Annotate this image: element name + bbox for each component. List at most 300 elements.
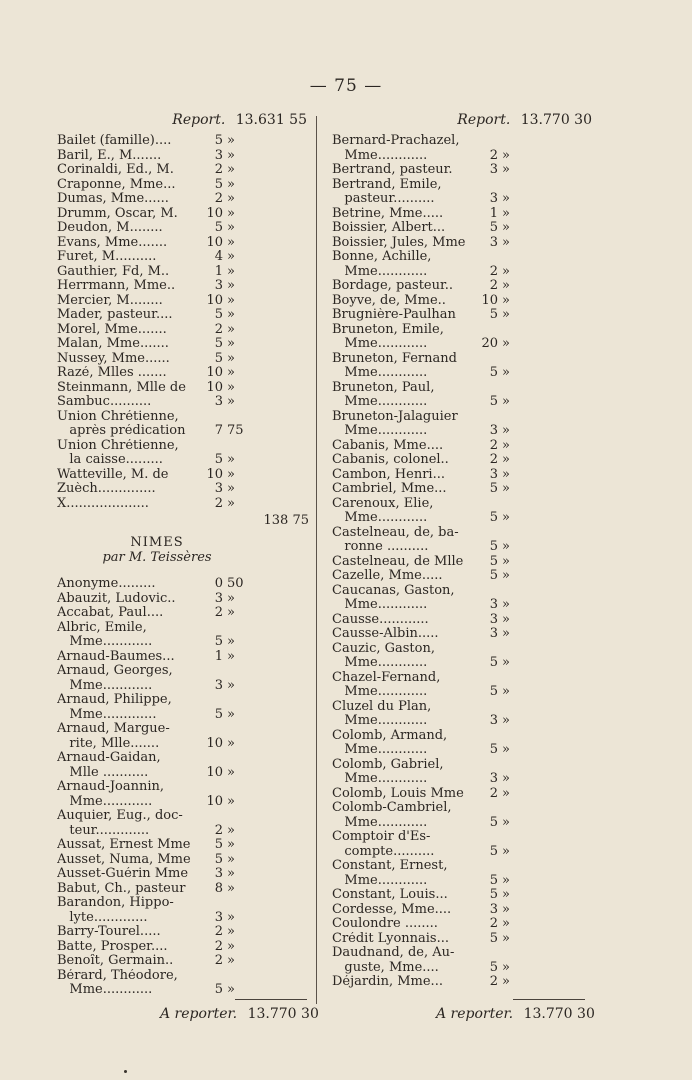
left-donor-list-nimes xyxy=(57,577,309,998)
donor-name: Mme............ xyxy=(332,815,428,830)
donation-amount xyxy=(478,816,524,831)
left-subtotal-line xyxy=(57,511,309,529)
donor-name: ronne .......... xyxy=(332,540,429,554)
amount-francs: 2 xyxy=(214,924,223,939)
amount-francs: 1 xyxy=(214,648,223,664)
amount-francs: 2 xyxy=(214,495,223,511)
left-footer-label: A reporter. xyxy=(160,1006,238,1022)
amount-centimes: » xyxy=(502,655,510,670)
donation-amount xyxy=(478,627,524,642)
amount-centimes: » xyxy=(227,605,235,620)
amount-francs: 8 xyxy=(214,880,223,896)
amount-centimes: » xyxy=(502,147,510,163)
donor-name: Ausset-Guérin Mme xyxy=(57,867,189,881)
list-item xyxy=(57,453,309,468)
donation-amount xyxy=(478,932,524,947)
left-footer xyxy=(160,1006,319,1022)
list-item xyxy=(332,511,592,526)
donation-amount xyxy=(203,163,249,178)
list-item xyxy=(332,787,592,802)
amount-centimes: 75 xyxy=(227,423,244,438)
list-item xyxy=(332,642,592,657)
list-item xyxy=(57,780,309,795)
amount-centimes: » xyxy=(227,307,235,322)
list-item xyxy=(332,874,592,889)
amount-francs: 2 xyxy=(489,974,498,989)
donor-name: Bruneton-Jalaguier xyxy=(332,409,458,424)
amount-centimes: » xyxy=(502,191,510,206)
donation-amount xyxy=(203,838,249,853)
left-footer-rule xyxy=(235,999,307,1000)
amount-francs: 5 xyxy=(489,742,498,757)
list-item xyxy=(332,424,592,439)
donor-name: Arnaud, Margue- xyxy=(57,722,170,736)
amount-francs: 3 xyxy=(489,597,498,612)
right-donor-list xyxy=(332,134,592,990)
amount-centimes: » xyxy=(227,336,235,351)
list-item xyxy=(332,323,592,338)
donor-name: guste, Mme.... xyxy=(332,960,439,975)
amount-centimes: » xyxy=(502,205,510,221)
donation-amount xyxy=(478,163,524,178)
list-item xyxy=(332,134,592,149)
donation-amount xyxy=(478,729,524,744)
donor-name: Mme............ xyxy=(332,656,428,670)
list-item xyxy=(57,664,309,679)
donor-name: Nussey, Mme...... xyxy=(57,351,170,366)
list-item xyxy=(332,627,592,642)
amount-francs: 3 xyxy=(489,611,498,627)
list-item xyxy=(332,410,592,425)
donation-amount xyxy=(203,737,249,752)
donation-amount xyxy=(203,410,249,425)
donor-name: Drumm, Oscar, M. xyxy=(57,206,178,221)
list-item xyxy=(57,766,309,781)
list-item xyxy=(57,911,309,926)
donation-amount xyxy=(203,606,249,621)
donation-amount xyxy=(478,685,524,700)
amount-centimes: » xyxy=(227,851,235,867)
amount-centimes: » xyxy=(227,147,235,163)
amount-francs: 3 xyxy=(489,626,498,641)
amount-francs: 5 xyxy=(214,706,223,722)
donor-name: Déjardin, Mme... xyxy=(332,975,443,989)
donor-name: Mme............ xyxy=(332,148,428,163)
donation-amount xyxy=(203,250,249,265)
column-divider xyxy=(316,116,317,1004)
donor-name: teur............. xyxy=(57,823,150,838)
donation-amount xyxy=(203,969,249,984)
amount-centimes: » xyxy=(227,249,235,264)
amount-francs: 10 xyxy=(206,735,223,751)
donor-name: Cabanis, Mme.... xyxy=(332,438,444,453)
amount-francs: 5 xyxy=(489,481,498,496)
amount-francs: 3 xyxy=(489,234,498,250)
list-item xyxy=(332,714,592,729)
donation-amount xyxy=(203,882,249,897)
donation-amount xyxy=(478,526,524,541)
donor-name: Chazel-Fernand, xyxy=(332,670,441,685)
donation-amount xyxy=(203,824,249,839)
amount-francs: 3 xyxy=(214,590,223,606)
donor-name: Bertrand, Emile, xyxy=(332,177,442,192)
donation-amount xyxy=(478,221,524,236)
donor-name: Bordage, pasteur.. xyxy=(332,279,454,293)
donation-amount xyxy=(478,250,524,265)
list-item xyxy=(57,192,309,207)
amount-centimes: » xyxy=(502,901,510,917)
amount-francs: 10 xyxy=(206,466,223,482)
amount-francs: 2 xyxy=(214,822,223,838)
donation-amount xyxy=(203,679,249,694)
amount-centimes: » xyxy=(227,176,235,192)
list-item xyxy=(57,824,309,839)
amount-centimes: » xyxy=(227,205,235,221)
amount-centimes: » xyxy=(502,974,510,989)
amount-centimes: 50 xyxy=(227,576,244,591)
donor-name: Batte, Prosper.... xyxy=(57,939,168,954)
amount-francs: 5 xyxy=(489,872,498,888)
amount-francs: 3 xyxy=(214,909,223,925)
donor-name: Mme............ xyxy=(332,714,428,728)
donor-name: Bruneton, Paul, xyxy=(332,380,435,395)
donation-amount xyxy=(478,642,524,657)
donor-name: Boissier, Jules, Mme xyxy=(332,235,466,250)
donation-amount xyxy=(203,722,249,737)
amount-centimes: » xyxy=(502,887,510,902)
donor-name: Mme............ xyxy=(332,424,428,438)
list-item xyxy=(57,439,309,454)
list-item xyxy=(332,888,592,903)
donation-amount xyxy=(478,845,524,860)
list-item xyxy=(332,308,592,323)
amount-centimes: » xyxy=(227,394,235,409)
amount-francs: 2 xyxy=(214,953,223,968)
left-report-value: 13.631 55 xyxy=(235,112,307,128)
donor-name: Arnaud, Georges, xyxy=(57,664,173,678)
list-item xyxy=(57,809,309,824)
donation-amount xyxy=(478,178,524,193)
list-item xyxy=(57,323,309,338)
amount-francs: 2 xyxy=(214,191,223,206)
list-item xyxy=(332,366,592,381)
donor-name: Bruneton, Emile, xyxy=(332,322,444,337)
amount-centimes: » xyxy=(227,220,235,235)
amount-francs: 2 xyxy=(489,785,498,801)
donor-name: Mme............ xyxy=(332,395,428,409)
amount-francs: 5 xyxy=(489,568,498,583)
amount-francs: 4 xyxy=(214,249,223,264)
donation-amount xyxy=(203,236,249,251)
donor-name: Malan, Mme....... xyxy=(57,337,169,351)
amount-francs: 5 xyxy=(214,350,223,366)
donor-name: Sambuc.......... xyxy=(57,395,152,409)
list-item xyxy=(57,482,309,497)
list-item xyxy=(332,453,592,468)
amount-centimes: » xyxy=(227,133,235,148)
list-item xyxy=(57,381,309,396)
donor-name: Benoît, Germain.. xyxy=(57,954,174,968)
amount-centimes: » xyxy=(227,764,235,780)
donor-name: Bailet (famille).... xyxy=(57,134,172,148)
right-footer-value: 13.770 30 xyxy=(523,1006,595,1022)
donor-name: Castelneau, de, ba- xyxy=(332,525,459,540)
donor-name: Betrine, Mme..... xyxy=(332,206,444,221)
donor-name: Anonyme......... xyxy=(57,577,156,591)
amount-francs: 2 xyxy=(489,263,498,279)
amount-centimes: » xyxy=(227,263,235,279)
amount-francs: 3 xyxy=(214,278,223,293)
donation-amount xyxy=(203,366,249,381)
donor-name: Mader, pasteur.... xyxy=(57,308,173,322)
donor-name: Carenoux, Elie, xyxy=(332,496,434,511)
amount-francs: 3 xyxy=(489,466,498,482)
amount-francs: 5 xyxy=(489,220,498,235)
donation-amount xyxy=(478,555,524,570)
amount-francs: 5 xyxy=(214,982,223,997)
amount-centimes: » xyxy=(502,872,510,888)
list-item xyxy=(332,439,592,454)
amount-centimes: » xyxy=(502,423,510,438)
amount-francs: 5 xyxy=(214,220,223,235)
list-item xyxy=(57,896,309,911)
amount-francs: 5 xyxy=(214,851,223,867)
list-item xyxy=(57,468,309,483)
donor-name: Daudnand, de, Au- xyxy=(332,946,455,960)
amount-centimes: » xyxy=(227,706,235,722)
donation-amount xyxy=(478,671,524,686)
amount-francs: 3 xyxy=(489,423,498,438)
list-item xyxy=(332,236,592,251)
amount-francs: 5 xyxy=(489,539,498,554)
donor-name: Mme............ xyxy=(57,635,153,649)
amount-centimes: » xyxy=(227,924,235,939)
list-item xyxy=(332,743,592,758)
donation-amount xyxy=(478,903,524,918)
donation-amount xyxy=(203,766,249,781)
donor-name: Corinaldi, Ed., M. xyxy=(57,163,174,177)
amount-centimes: » xyxy=(502,220,510,235)
right-report-value: 13.770 30 xyxy=(520,112,592,128)
donor-name: Ausset, Numa, Mme xyxy=(57,852,191,867)
donation-amount xyxy=(478,874,524,889)
amount-francs: 3 xyxy=(214,481,223,496)
donation-amount xyxy=(478,149,524,164)
donor-name: Barry-Tourel..... xyxy=(57,925,161,939)
amount-centimes: » xyxy=(502,814,510,830)
donor-name: Mme............ xyxy=(57,983,153,997)
donation-amount xyxy=(478,192,524,207)
list-item xyxy=(332,903,592,918)
donation-amount xyxy=(203,853,249,868)
amount-francs: 7 xyxy=(214,423,223,438)
donation-amount xyxy=(203,780,249,795)
list-item xyxy=(57,577,309,592)
donation-amount xyxy=(478,265,524,280)
list-item xyxy=(332,685,592,700)
list-item xyxy=(332,279,592,294)
donation-amount xyxy=(203,925,249,940)
list-item xyxy=(332,482,592,497)
amount-francs: 2 xyxy=(214,938,223,954)
donor-name: Comptoir d'Es- xyxy=(332,830,431,844)
donation-amount xyxy=(203,577,249,592)
amount-centimes: » xyxy=(502,234,510,250)
list-item xyxy=(57,679,309,694)
donor-name: Mlle ........... xyxy=(57,765,149,780)
list-item xyxy=(332,163,592,178)
list-item xyxy=(332,671,592,686)
list-item xyxy=(57,722,309,737)
amount-centimes: » xyxy=(502,292,510,308)
list-item xyxy=(332,830,592,845)
list-item xyxy=(332,468,592,483)
right-column xyxy=(332,112,592,990)
amount-centimes: » xyxy=(502,481,510,496)
donation-amount xyxy=(478,758,524,773)
donation-amount xyxy=(478,700,524,715)
amount-francs: 5 xyxy=(489,394,498,409)
paper-speck xyxy=(124,1070,127,1073)
donation-amount xyxy=(478,613,524,628)
donor-name: Union Chrétienne, xyxy=(57,438,179,453)
donation-amount xyxy=(203,294,249,309)
donation-amount xyxy=(203,693,249,708)
donor-name: la caisse......... xyxy=(57,453,163,467)
amount-centimes: » xyxy=(227,162,235,177)
right-report-label: Report. xyxy=(457,112,511,128)
donor-name: Colomb, Armand, xyxy=(332,728,448,743)
amount-centimes: » xyxy=(227,590,235,606)
list-item xyxy=(57,395,309,410)
list-item xyxy=(332,250,592,265)
amount-francs: 3 xyxy=(214,394,223,409)
list-item xyxy=(57,410,309,425)
donation-amount xyxy=(203,178,249,193)
donor-name: compte.......... xyxy=(332,844,435,859)
amount-francs: 2 xyxy=(489,437,498,453)
donor-name: Causse-Albin..... xyxy=(332,627,439,641)
list-item xyxy=(57,650,309,665)
donor-name: Colomb, Louis Mme xyxy=(332,786,464,801)
amount-centimes: » xyxy=(502,597,510,612)
donor-name: Mme............ xyxy=(332,598,428,612)
donation-amount xyxy=(478,352,524,367)
list-item xyxy=(332,772,592,787)
amount-centimes: » xyxy=(502,843,510,859)
amount-centimes: » xyxy=(227,452,235,467)
amount-centimes: » xyxy=(227,866,235,881)
donation-amount xyxy=(478,511,524,526)
amount-francs: 5 xyxy=(489,930,498,946)
donation-amount xyxy=(203,940,249,955)
donor-name: Razé, Mlles ....... xyxy=(57,366,167,380)
amount-centimes: » xyxy=(502,785,510,801)
donation-amount xyxy=(203,149,249,164)
amount-francs: 2 xyxy=(489,147,498,163)
list-item xyxy=(332,598,592,613)
donation-amount xyxy=(478,569,524,584)
donation-amount xyxy=(203,621,249,636)
donor-name: X.................... xyxy=(57,496,149,511)
donation-amount xyxy=(203,352,249,367)
list-item xyxy=(332,932,592,947)
list-item xyxy=(57,751,309,766)
donation-amount xyxy=(203,983,249,998)
list-item xyxy=(332,540,592,555)
amount-francs: 2 xyxy=(214,162,223,177)
donor-name: Mme............ xyxy=(332,264,428,279)
donation-amount xyxy=(203,192,249,207)
amount-centimes: » xyxy=(227,837,235,852)
amount-centimes: » xyxy=(502,916,510,931)
amount-centimes: » xyxy=(227,292,235,308)
amount-centimes: » xyxy=(227,350,235,366)
amount-francs: 10 xyxy=(206,292,223,308)
list-item xyxy=(332,265,592,280)
donation-amount xyxy=(203,323,249,338)
donation-amount xyxy=(203,468,249,483)
donor-name: Constant, Ernest, xyxy=(332,859,448,873)
list-item xyxy=(57,606,309,621)
list-item xyxy=(57,795,309,810)
donation-amount xyxy=(478,801,524,816)
donation-amount xyxy=(203,453,249,468)
donation-amount xyxy=(478,497,524,512)
right-footer-rule xyxy=(513,999,585,1000)
donor-name: Arnaud, Philippe, xyxy=(57,693,172,707)
list-item xyxy=(332,816,592,831)
donation-amount xyxy=(203,439,249,454)
donor-name: Bruneton, Fernand xyxy=(332,351,457,366)
list-item xyxy=(332,859,592,874)
donation-amount xyxy=(478,308,524,323)
donor-name: Union Chrétienne, xyxy=(57,409,179,424)
amount-francs: 5 xyxy=(214,336,223,351)
amount-centimes: » xyxy=(227,793,235,809)
donor-name: Dumas, Mme...... xyxy=(57,192,169,206)
donor-name: Mme............ xyxy=(332,366,428,380)
donor-name: Accabat, Paul.... xyxy=(57,606,164,620)
list-item xyxy=(57,954,309,969)
list-item xyxy=(332,801,592,816)
amount-centimes: » xyxy=(227,234,235,250)
amount-centimes: » xyxy=(502,307,510,322)
donor-name: Auquier, Eug., doc- xyxy=(57,809,183,823)
donation-amount xyxy=(478,917,524,932)
donor-name: Bérard, Théodore, xyxy=(57,968,178,983)
donor-name: Mme............ xyxy=(332,685,428,699)
donation-amount xyxy=(203,664,249,679)
donor-name: Cauzic, Gaston, xyxy=(332,641,435,656)
list-item xyxy=(57,925,309,940)
list-item xyxy=(57,867,309,882)
donor-name: Abauzit, Ludovic.. xyxy=(57,591,176,606)
amount-francs: 3 xyxy=(489,191,498,206)
donor-name: pasteur.......... xyxy=(332,192,435,206)
amount-centimes: » xyxy=(227,365,235,380)
list-item xyxy=(57,621,309,636)
amount-francs: 5 xyxy=(214,837,223,852)
amount-centimes: » xyxy=(227,982,235,997)
donation-amount xyxy=(478,207,524,222)
donor-name: Arnaud-Baumes... xyxy=(57,649,175,664)
amount-centimes: » xyxy=(227,466,235,482)
donation-amount xyxy=(203,381,249,396)
list-item xyxy=(57,337,309,352)
amount-centimes: » xyxy=(502,278,510,293)
amount-francs: 5 xyxy=(489,843,498,859)
